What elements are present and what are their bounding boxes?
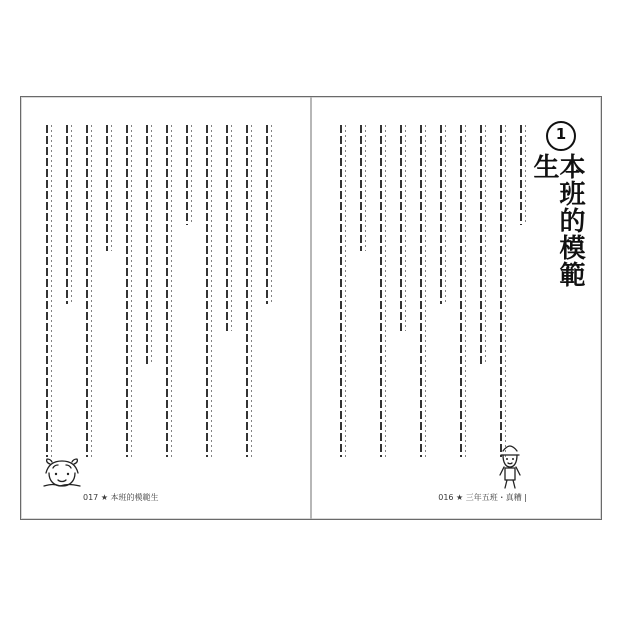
left-page-footer: 017 ★ 本班的模範生 bbox=[83, 493, 159, 502]
left-text-block bbox=[29, 125, 299, 457]
book-gutter bbox=[310, 97, 312, 519]
vertical-text-column bbox=[417, 125, 431, 457]
left-page bbox=[29, 107, 299, 509]
chapter-title: 本班的模範生 bbox=[529, 153, 585, 288]
vertical-text-column bbox=[63, 125, 77, 304]
right-page-footer: 016 ★ 三年五班・真糟 | bbox=[438, 493, 527, 502]
vertical-text-column bbox=[123, 125, 137, 457]
right-page-illustration bbox=[493, 443, 527, 491]
vertical-text-column bbox=[183, 125, 197, 225]
right-text-block bbox=[323, 125, 593, 457]
chapter-badge: 1 bbox=[546, 121, 576, 151]
vertical-text-column bbox=[437, 125, 451, 304]
vertical-text-column bbox=[477, 125, 491, 364]
vertical-text-column bbox=[243, 125, 257, 457]
vertical-text-column bbox=[163, 125, 177, 457]
vertical-text-column bbox=[517, 125, 531, 225]
vertical-text-column bbox=[203, 125, 217, 457]
vertical-text-column bbox=[143, 125, 157, 364]
right-page bbox=[323, 107, 593, 509]
vertical-text-column bbox=[497, 125, 511, 457]
vertical-text-column bbox=[263, 125, 277, 304]
vertical-text-column bbox=[457, 125, 471, 457]
left-page-illustration bbox=[39, 453, 85, 491]
vertical-text-column bbox=[337, 125, 351, 457]
vertical-text-column bbox=[83, 125, 97, 457]
vertical-text-column bbox=[43, 125, 57, 457]
vertical-text-column bbox=[103, 125, 117, 251]
vertical-text-column bbox=[223, 125, 237, 331]
vertical-text-column bbox=[357, 125, 371, 251]
vertical-text-column bbox=[397, 125, 411, 331]
vertical-text-column bbox=[377, 125, 391, 457]
book-spread bbox=[20, 96, 602, 520]
